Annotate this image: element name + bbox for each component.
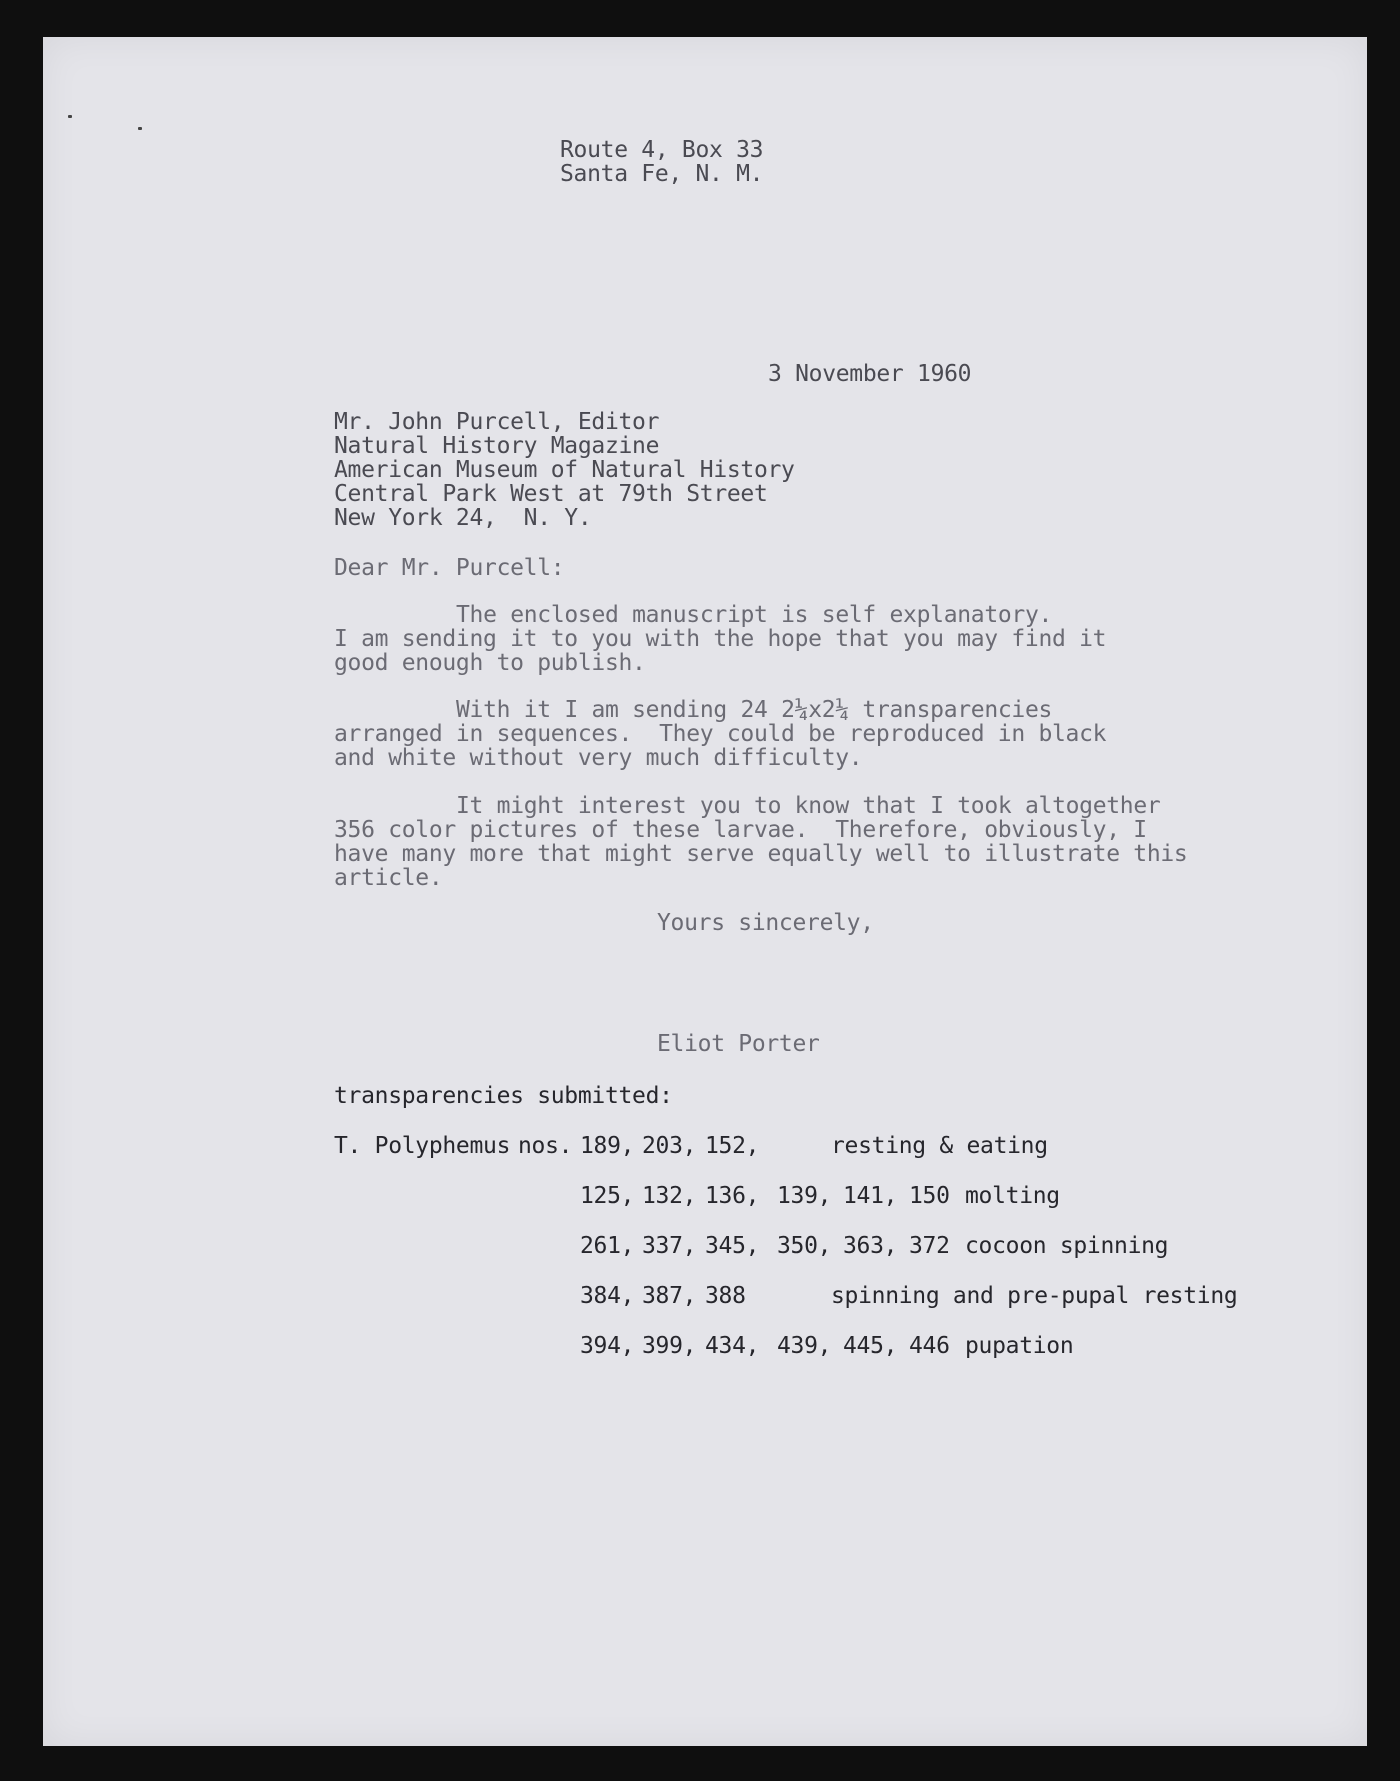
- paragraph-1-line-1: The enclosed manuscript is self explanatory.: [456, 602, 1053, 628]
- transparency-stage: spinning and pre-pupal resting: [831, 1283, 1238, 1309]
- transparency-number: 394,: [580, 1333, 635, 1359]
- transparency-number: 388: [705, 1283, 746, 1309]
- letterhead-line-1: Route 4, Box 33: [560, 137, 764, 163]
- transparency-number: 136,: [705, 1183, 760, 1209]
- signature-name: Eliot Porter: [657, 1031, 820, 1057]
- letter-page: [43, 37, 1367, 1746]
- transparency-number: 350,: [777, 1233, 832, 1259]
- recipient-line-3: American Museum of Natural History: [334, 457, 795, 483]
- transparency-number: 141,: [843, 1183, 898, 1209]
- paragraph-3-line-2: 356 color pictures of these larvae. Therefore, obviously, I: [334, 817, 1147, 843]
- paragraph-2-line-1: With it I am sending 24 2¼x2¼ transparencies: [456, 697, 1053, 723]
- transparencies-table: [43, 1133, 1367, 1359]
- transparency-number: 387,: [642, 1283, 697, 1309]
- transparency-number: 139,: [777, 1183, 832, 1209]
- transparency-number: 132,: [642, 1183, 697, 1209]
- transparency-number: 363,: [843, 1233, 898, 1259]
- closing: Yours sincerely,: [657, 910, 874, 936]
- paragraph-3-line-1: It might interest you to know that I took altogether: [456, 793, 1161, 819]
- paragraph-2-line-3: and white without very much difficulty.: [334, 745, 863, 771]
- transparency-number: 446: [909, 1333, 950, 1359]
- transparency-number: 150: [909, 1183, 950, 1209]
- paragraph-1-line-2: I am sending it to you with the hope that you may find it: [334, 626, 1107, 652]
- transparency-number: 125,: [580, 1183, 635, 1209]
- paragraph-2-line-2: arranged in sequences. They could be reproduced in black: [334, 721, 1107, 747]
- transparency-number: 261,: [580, 1233, 635, 1259]
- paragraph-1-line-3: good enough to publish.: [334, 650, 646, 676]
- transparency-number: 203,: [642, 1133, 697, 1159]
- transparency-number: 189,: [580, 1133, 635, 1159]
- transparency-stage: cocoon spinning: [965, 1233, 1169, 1259]
- recipient-line-1: Mr. John Purcell, Editor: [334, 409, 660, 435]
- recipient-line-4: Central Park West at 79th Street: [334, 481, 768, 507]
- subject-label: T. Polyphemus: [334, 1133, 511, 1159]
- nos-label: nos.: [518, 1133, 573, 1159]
- paragraph-3-line-3: have many more that might serve equally well to illustrate this: [334, 841, 1188, 867]
- transparency-stage: molting: [965, 1183, 1060, 1209]
- transparency-number: 439,: [777, 1333, 832, 1359]
- transparency-number: 434,: [705, 1333, 760, 1359]
- letter-date: 3 November 1960: [768, 361, 972, 387]
- recipient-line-5: New York 24, N. Y.: [334, 505, 592, 531]
- transparency-number: 345,: [705, 1233, 760, 1259]
- transparency-stage: pupation: [965, 1333, 1074, 1359]
- letterhead-line-2: Santa Fe, N. M.: [560, 161, 764, 187]
- transparency-number: 152,: [705, 1133, 760, 1159]
- transparency-number: 384,: [580, 1283, 635, 1309]
- recipient-line-2: Natural History Magazine: [334, 433, 660, 459]
- transparency-number: 399,: [642, 1333, 697, 1359]
- salutation: Dear Mr. Purcell:: [334, 555, 565, 581]
- letterhead: [560, 137, 764, 245]
- transparency-number: 372: [909, 1233, 950, 1259]
- transparency-stage: resting & eating: [831, 1133, 1048, 1159]
- transparency-number: 445,: [843, 1333, 898, 1359]
- transparency-number: 337,: [642, 1233, 697, 1259]
- paragraph-3-line-4: article.: [334, 865, 443, 891]
- transparencies-heading: transparencies submitted:: [334, 1083, 673, 1109]
